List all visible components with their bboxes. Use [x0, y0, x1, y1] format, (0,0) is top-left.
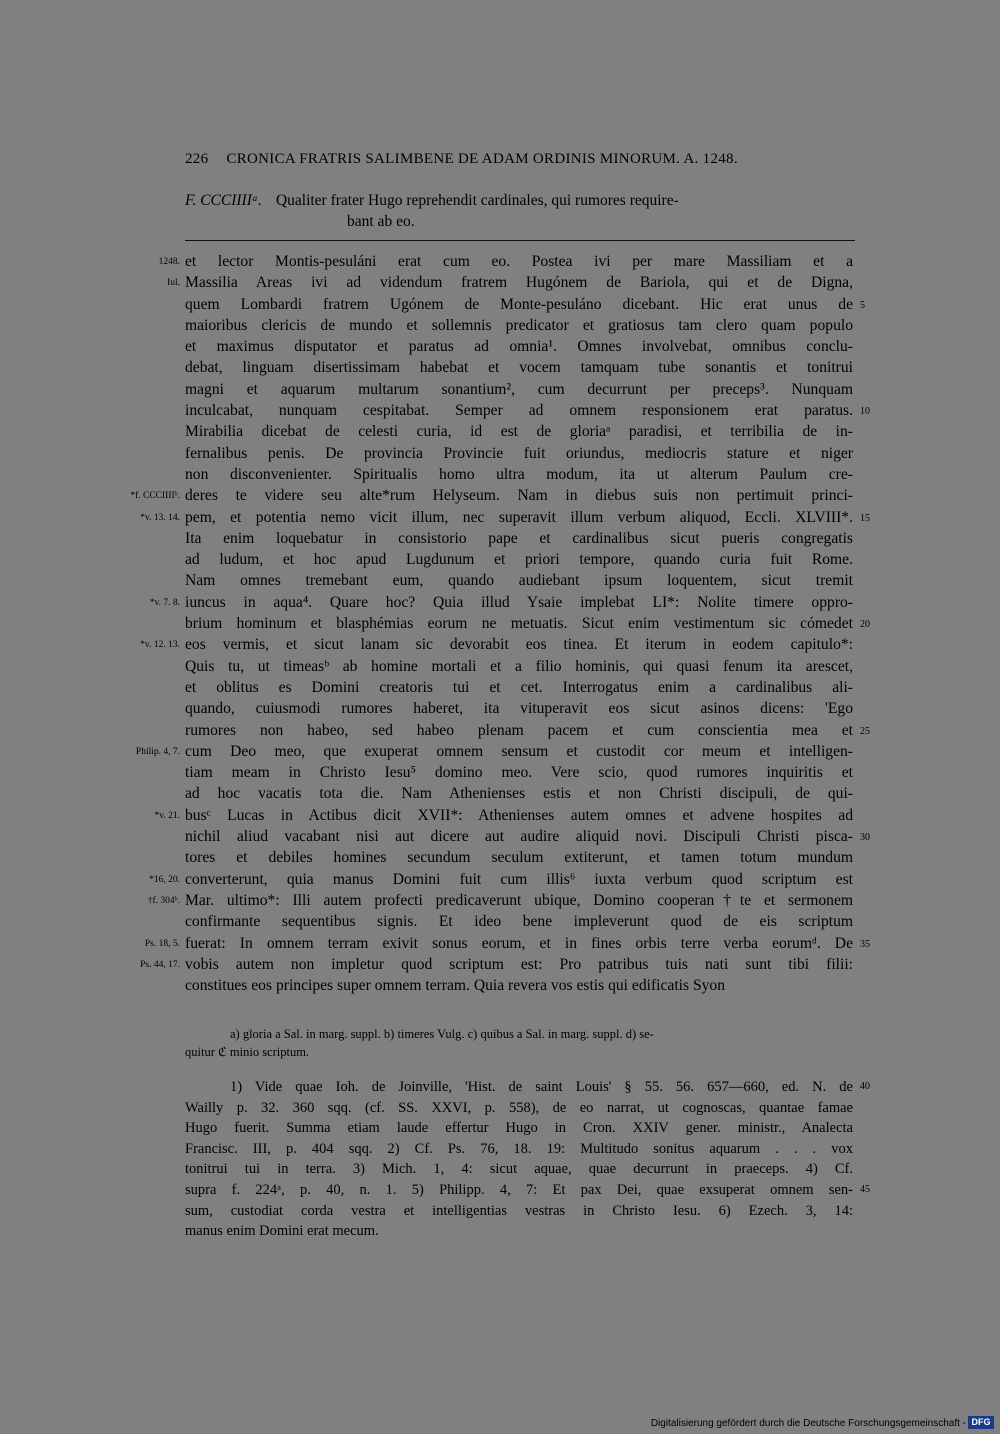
text-line	[0, 400, 1000, 421]
critical-apparatus	[185, 1025, 853, 1061]
footnote-text: Wailly p. 32. 360 sqq. (cf. SS. XXVI, p. 558), de eo narrat, ut cognoscas, quantae famae	[185, 1099, 853, 1116]
line-text: fuerat: In omnem terram exivit sonus eorum, et in fines orbis terre verba eorumᵈ. De	[185, 934, 853, 952]
line-text: confirmante sequentibus signis. Et ideo bene impleverunt quod de eis scriptum	[185, 913, 853, 931]
text-line	[0, 379, 1000, 400]
chapter-heading-line-1: Qualiter frater Hugo reprehendit cardinales, qui rumores require-	[275, 192, 679, 209]
line-text: deres te videre seu alte*rum Helyseum. Nam in diebus suis non pertimuit princi-	[185, 487, 853, 505]
text-line	[0, 698, 1000, 719]
text-line	[0, 783, 1000, 804]
footnote-line	[0, 1139, 1000, 1160]
text-line	[0, 592, 1000, 613]
line-text: ad ludum, et hoc apud Lugdunum et priori tempore, quando curia fuit Rome.	[185, 551, 853, 569]
line-number: 35	[860, 938, 870, 950]
footnote-text: manus enim Domini erat mecum.	[185, 1223, 379, 1240]
chapter-heading-line-2: bant ab eo.	[347, 213, 415, 230]
line-text: eos vermis, et sicut lanam sic devorabit eos tinea. Et iterum in eodem capitulo*:	[185, 636, 853, 654]
heading-rule	[185, 240, 855, 241]
footnotes	[0, 1077, 1000, 1242]
text-line	[0, 570, 1000, 591]
line-text: rumores non habeo, sed habeo plenam pacem et cum conscientia mea et	[185, 721, 853, 739]
line-number: 25	[860, 725, 870, 737]
line-text: nichil aliud vacabant nisi aut dicere aut audire aliquid novi. Discipuli Christi pisca-	[185, 828, 853, 846]
line-text: magni et aquarum multarum sonantium², cum decurrunt per preceps³. Nunquam	[185, 380, 853, 398]
footnote-text: supra f. 224ᵃ, p. 40, n. 1. 5) Philipp. 4, 7: Et pax Dei, quae exsuperat omnem sen-	[185, 1181, 853, 1198]
line-text: fernalibus penis. De provincia Provincie fuit oriundus, mediocris stature et niger	[185, 444, 853, 462]
line-text: inculcabat, nunquam cespitabat. Semper ad omnem responsionem erat paratus.	[185, 402, 853, 420]
digitization-credit: Digitalisierung gefördert durch die Deutsche Forschungsgemeinschaft -	[650, 1418, 966, 1429]
text-line	[0, 357, 1000, 378]
margin-reference: *v. 13. 14.	[140, 512, 180, 523]
line-text: converterunt, quia manus Domini fuit cum illis⁶ iuxta verbum quod scriptum est	[185, 870, 853, 888]
text-line	[0, 762, 1000, 783]
margin-reference: Ps. 18, 5.	[144, 938, 180, 949]
footnote-line	[0, 1201, 1000, 1222]
main-text	[0, 251, 1000, 996]
margin-reference: *16, 20.	[149, 874, 180, 885]
text-line	[0, 677, 1000, 698]
line-text: et oblitus es Domini creatoris tui et cet. Interrogatus enim a cardinalibus ali-	[185, 678, 853, 696]
line-text: Mirabilia dicebat de celesti curia, id est de gloriaᵃ paradisi, et terribilia de in-	[185, 423, 853, 441]
running-title: CRONICA FRATRIS SALIMBENE DE ADAM ORDINIS MINORUM. A. 1248.	[226, 151, 738, 167]
running-head	[185, 151, 855, 168]
footnote-text: Hugo fuerit. Summa etiam laude effertur Hugo in Cron. XXIV gener. ministr., Analecta	[185, 1120, 853, 1137]
line-text: busᶜ Lucas in Actibus dicit XVII*: Athenienses autem omnes et advene hospites ad	[185, 806, 853, 824]
line-text: Ita enim loquebatur in consistorio pape et cardinalibus sicut pueris congregatis	[185, 529, 853, 547]
margin-reference: 1248.	[158, 257, 180, 267]
footnote-text: sum, custodiat corda vestra et intelligentias vestras in Christo Iesu. 6) Ezech. 3, 14:	[185, 1202, 853, 1219]
apparatus-line-1-text: a) gloria a Sal. in marg. suppl. b) timeres Vulg. c) quibus a Sal. in marg. suppl. d) se-	[230, 1027, 654, 1041]
footnote-line	[0, 1098, 1000, 1119]
line-text: debat, linguam disertissimam habebat et vocem tamquam tube sonantis et tonitrui	[185, 359, 853, 377]
line-text: tores et debiles homines secundum seculum extiterunt, et tamen totum mundum	[185, 849, 853, 867]
folio-mark: F. CCCIIIIᵃ.	[185, 192, 262, 209]
footnote-line	[0, 1118, 1000, 1139]
text-line	[0, 975, 1000, 996]
line-number: 10	[860, 406, 870, 418]
line-text: iuncus in aqua⁴. Quare hoc? Quia illud Ysaie implebat LI*: Nolite timere oppro-	[185, 593, 853, 611]
line-number: 30	[860, 832, 870, 844]
text-line	[0, 528, 1000, 549]
margin-reference: Philip. 4, 7.	[135, 746, 180, 757]
text-line	[0, 613, 1000, 634]
line-text: cum Deo meo, que exuperat omnem sensum et custodit cor meum et intelligen-	[185, 742, 853, 760]
text-line	[0, 464, 1000, 485]
line-text: tiam meam in Christo Iesu⁵ domino meo. Vere scio, quod rumores inquiritis et	[185, 764, 853, 782]
line-number: 15	[860, 512, 870, 524]
text-line	[0, 549, 1000, 570]
line-number: 45	[860, 1183, 870, 1195]
margin-reference: Iul.	[167, 278, 180, 289]
margin-reference: *v. 7. 8.	[149, 597, 180, 608]
chapter-heading	[185, 190, 855, 232]
margin-reference: *v. 21.	[154, 810, 180, 821]
margin-reference: *v. 12. 13.	[140, 640, 180, 651]
line-text: quando, cuiusmodi rumores haberet, ita vituperavit eos sicut asinos dicens: 'Ego	[185, 700, 853, 718]
text-line	[0, 847, 1000, 868]
line-text: quem Lombardi fratrem Ugónem de Monte-pesuláno dicebant. Hic erat unus de	[185, 295, 853, 313]
text-line	[0, 911, 1000, 932]
text-line	[0, 720, 1000, 741]
margin-reference: Ps. 44, 17.	[140, 959, 180, 970]
footnote-line	[0, 1077, 1000, 1098]
text-line	[0, 805, 1000, 826]
line-text: Quis tu, ut timeasᵇ ab homine mortali et a filio hominis, qui quasi fenum ita arescet,	[185, 657, 853, 675]
dfg-logo: DFG	[968, 1416, 994, 1429]
footnote-line	[0, 1180, 1000, 1201]
text-line	[0, 954, 1000, 975]
footnote-text: tonitrui tui in terra. 3) Mich. 1, 4: sicut aquae, quae decurrunt in praeceps. 4) Cf.	[185, 1161, 853, 1178]
text-line	[0, 890, 1000, 911]
text-line	[0, 656, 1000, 677]
line-text: vobis autem non impletur quod scriptum est: Pro patribus tuis nati sunt tibi filii:	[185, 955, 853, 973]
text-line	[0, 336, 1000, 357]
line-number: 40	[860, 1081, 870, 1092]
footnote-text: Francisc. III, p. 404 sqq. 2) Cf. Ps. 76, 18. 19: Multitudo sonitus aquarum . . . vox	[185, 1140, 853, 1157]
text-line	[0, 634, 1000, 655]
text-line	[0, 443, 1000, 464]
apparatus-line: quitur ℭ minio scriptum.	[185, 1045, 310, 1059]
line-text: Nam omnes tremebant eum, quando audiebant ipsum loquentem, sicut tremit	[185, 572, 853, 590]
line-text: brium hominum et blasphémias eorum ne metuatis. Sicut enim vestimentum sic cómedet	[185, 615, 853, 633]
footnote-line	[0, 1159, 1000, 1180]
text-line	[0, 741, 1000, 762]
line-text: et lector Montis-pesuláni erat cum eo. Postea ivi per mare Massiliam et a	[185, 253, 853, 270]
margin-reference: †f. 304ᵇ.	[147, 895, 180, 906]
line-number: 20	[860, 619, 870, 631]
line-text: non disconvenienter. Spiritualis homo ultra modum, ita ut alterum Paulum cre-	[185, 465, 853, 483]
page-number: 226	[185, 151, 209, 167]
line-text: constitues eos principes super omnem terram. Quia revera vos estis qui edificatis Syon	[185, 977, 726, 995]
line-text: Mar. ultimo*: Illi autem profecti predicaverunt ubique, Domino cooperan†te et sermonem	[185, 891, 853, 909]
line-text: maioribus clericis de mundo et sollemnis predicator et gratiosus tam clero quam populo	[185, 316, 853, 334]
line-text: pem, et potentia nemo vicit illum, nec superavit illum verbum aliquod, Eccli. XLVIII*.	[185, 508, 853, 526]
line-text: et maximus disputator et paratus ad omnia¹. Omnes involvebat, omnibus conclu-	[185, 338, 853, 356]
text-line	[0, 294, 1000, 315]
text-line	[0, 507, 1000, 528]
text-line	[0, 826, 1000, 847]
line-text: ad hoc vacatis tota die. Nam Athenienses estis et non Christi discipuli, de qui-	[185, 785, 853, 803]
text-line	[0, 315, 1000, 336]
line-number: 5	[860, 299, 865, 311]
text-line	[0, 251, 1000, 272]
text-line	[0, 272, 1000, 293]
footnote-line	[0, 1221, 1000, 1242]
apparatus-line	[185, 1025, 853, 1043]
line-text: Massilia Areas ivi ad videndum fratrem Hugónem de Bariola, qui et de Digna,	[185, 274, 853, 292]
text-line	[0, 421, 1000, 442]
text-line	[0, 485, 1000, 506]
footnote-text: 1) Vide quae Ioh. de Joinville, 'Hist. de saint Louis' § 55. 56. 657—660, ed. N. de	[230, 1079, 853, 1095]
margin-reference: *f. CCCIIIIᵇ.	[130, 491, 180, 502]
text-line	[0, 869, 1000, 890]
text-line	[0, 933, 1000, 954]
